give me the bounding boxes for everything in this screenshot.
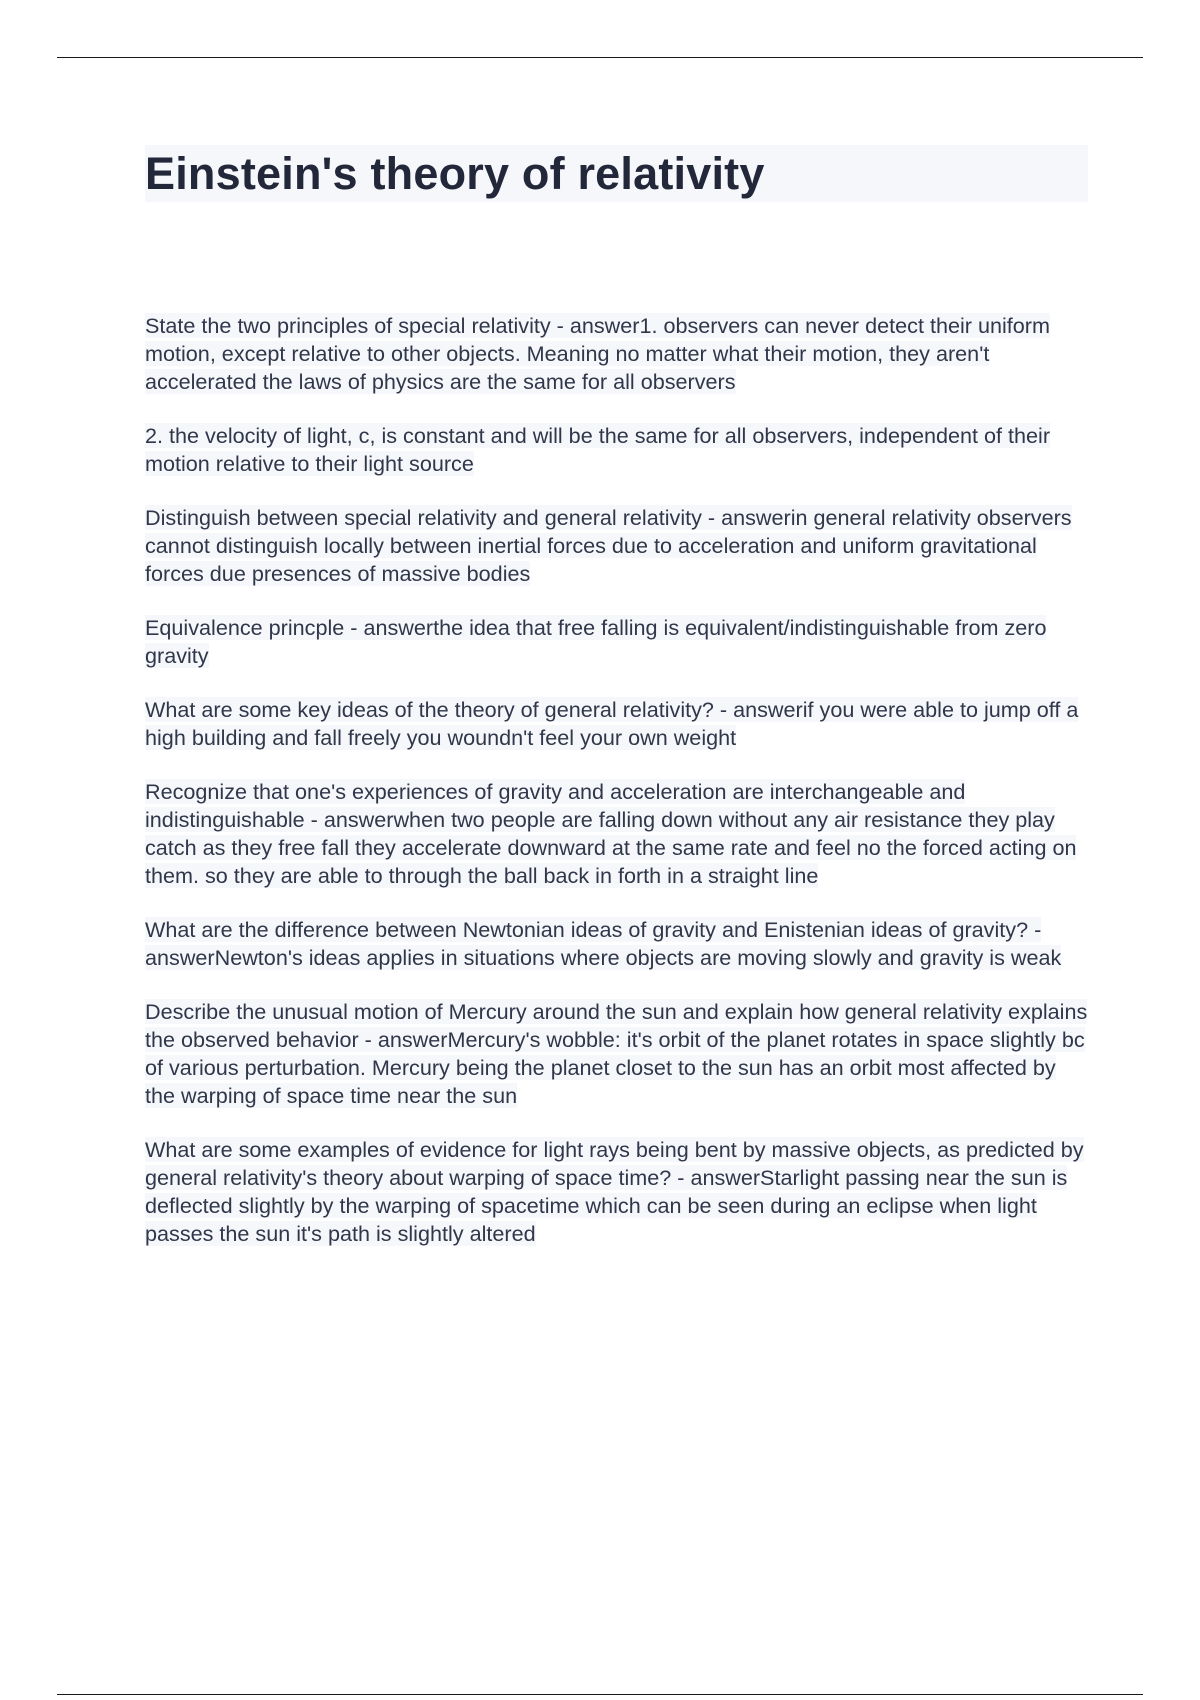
paragraph-text: What are the difference between Newtonian ideas of gravity and Enistenian ideas of gravity? - answerNewton's ideas applies in situations where objects are moving slowly and gravity is weak <box>145 917 1062 970</box>
paragraph-text: Equivalence princple - answerthe idea that free falling is equivalent/indistinguishable from zero gravity <box>145 615 1047 668</box>
paragraph-text: Describe the unusual motion of Mercury around the sun and explain how general relativity explains the observed behavior - answerMercury's wobble: it's orbit of the planet rotates in space slightly bc of various perturbation. Mercury being the planet closet to the sun has an orbit most affected by the warping of space time near the sun <box>145 999 1088 1108</box>
page-title: Einstein's theory of relativity <box>145 148 765 199</box>
paragraph-equivalence-principle <box>145 614 1091 670</box>
paragraph-gravity-acceleration <box>145 778 1091 890</box>
paragraph-text: State the two principles of special relativity - answer1. observers can never detect their uniform motion, except relative to other objects. Meaning no matter what their motion, they aren't accelerated the laws of physics are the same for all observers <box>145 313 1050 394</box>
paragraph-text: Distinguish between special relativity and general relativity - answerin general relativity observers cannot distinguish locally between inertial forces due to acceleration and uniform gravitational forces due presences of massive bodies <box>145 505 1072 586</box>
paragraph-newtonian-vs-einsteinian <box>145 916 1091 972</box>
paragraph-mercury-motion <box>145 998 1091 1110</box>
paragraph-text: What are some examples of evidence for light rays being bent by massive objects, as predicted by general relativity's theory about warping of space time? - answerStarlight passing near the sun is deflected slightly by the warping of spacetime which can be seen during an eclipse when light passes the sun it's path is slightly altered <box>145 1137 1084 1246</box>
paragraph-text: What are some key ideas of the theory of general relativity? - answerif you were able to jump off a high building and fall freely you woundn't feel your own weight <box>145 697 1079 750</box>
paragraph-velocity-of-light <box>145 422 1091 478</box>
paragraph-key-ideas <box>145 696 1091 752</box>
paragraph-text: 2. the velocity of light, c, is constant and will be the same for all observers, independent of their motion relative to their light source <box>145 423 1051 476</box>
paragraph-text: Recognize that one's experiences of gravity and acceleration are interchangeable and indistinguishable - answerwhen two people are falling down without any air resistance they play catch as they free fall they accelerate downward at the same rate and feel no the forced acting on them. so they are able to through the ball back in forth in a straight line <box>145 779 1077 888</box>
document-body <box>145 312 1091 1274</box>
paragraph-light-bending <box>145 1136 1091 1248</box>
paragraph-special-relativity-principles <box>145 312 1091 396</box>
footer-rule <box>57 1694 1143 1695</box>
header-rule <box>57 57 1143 58</box>
paragraph-special-vs-general <box>145 504 1091 588</box>
